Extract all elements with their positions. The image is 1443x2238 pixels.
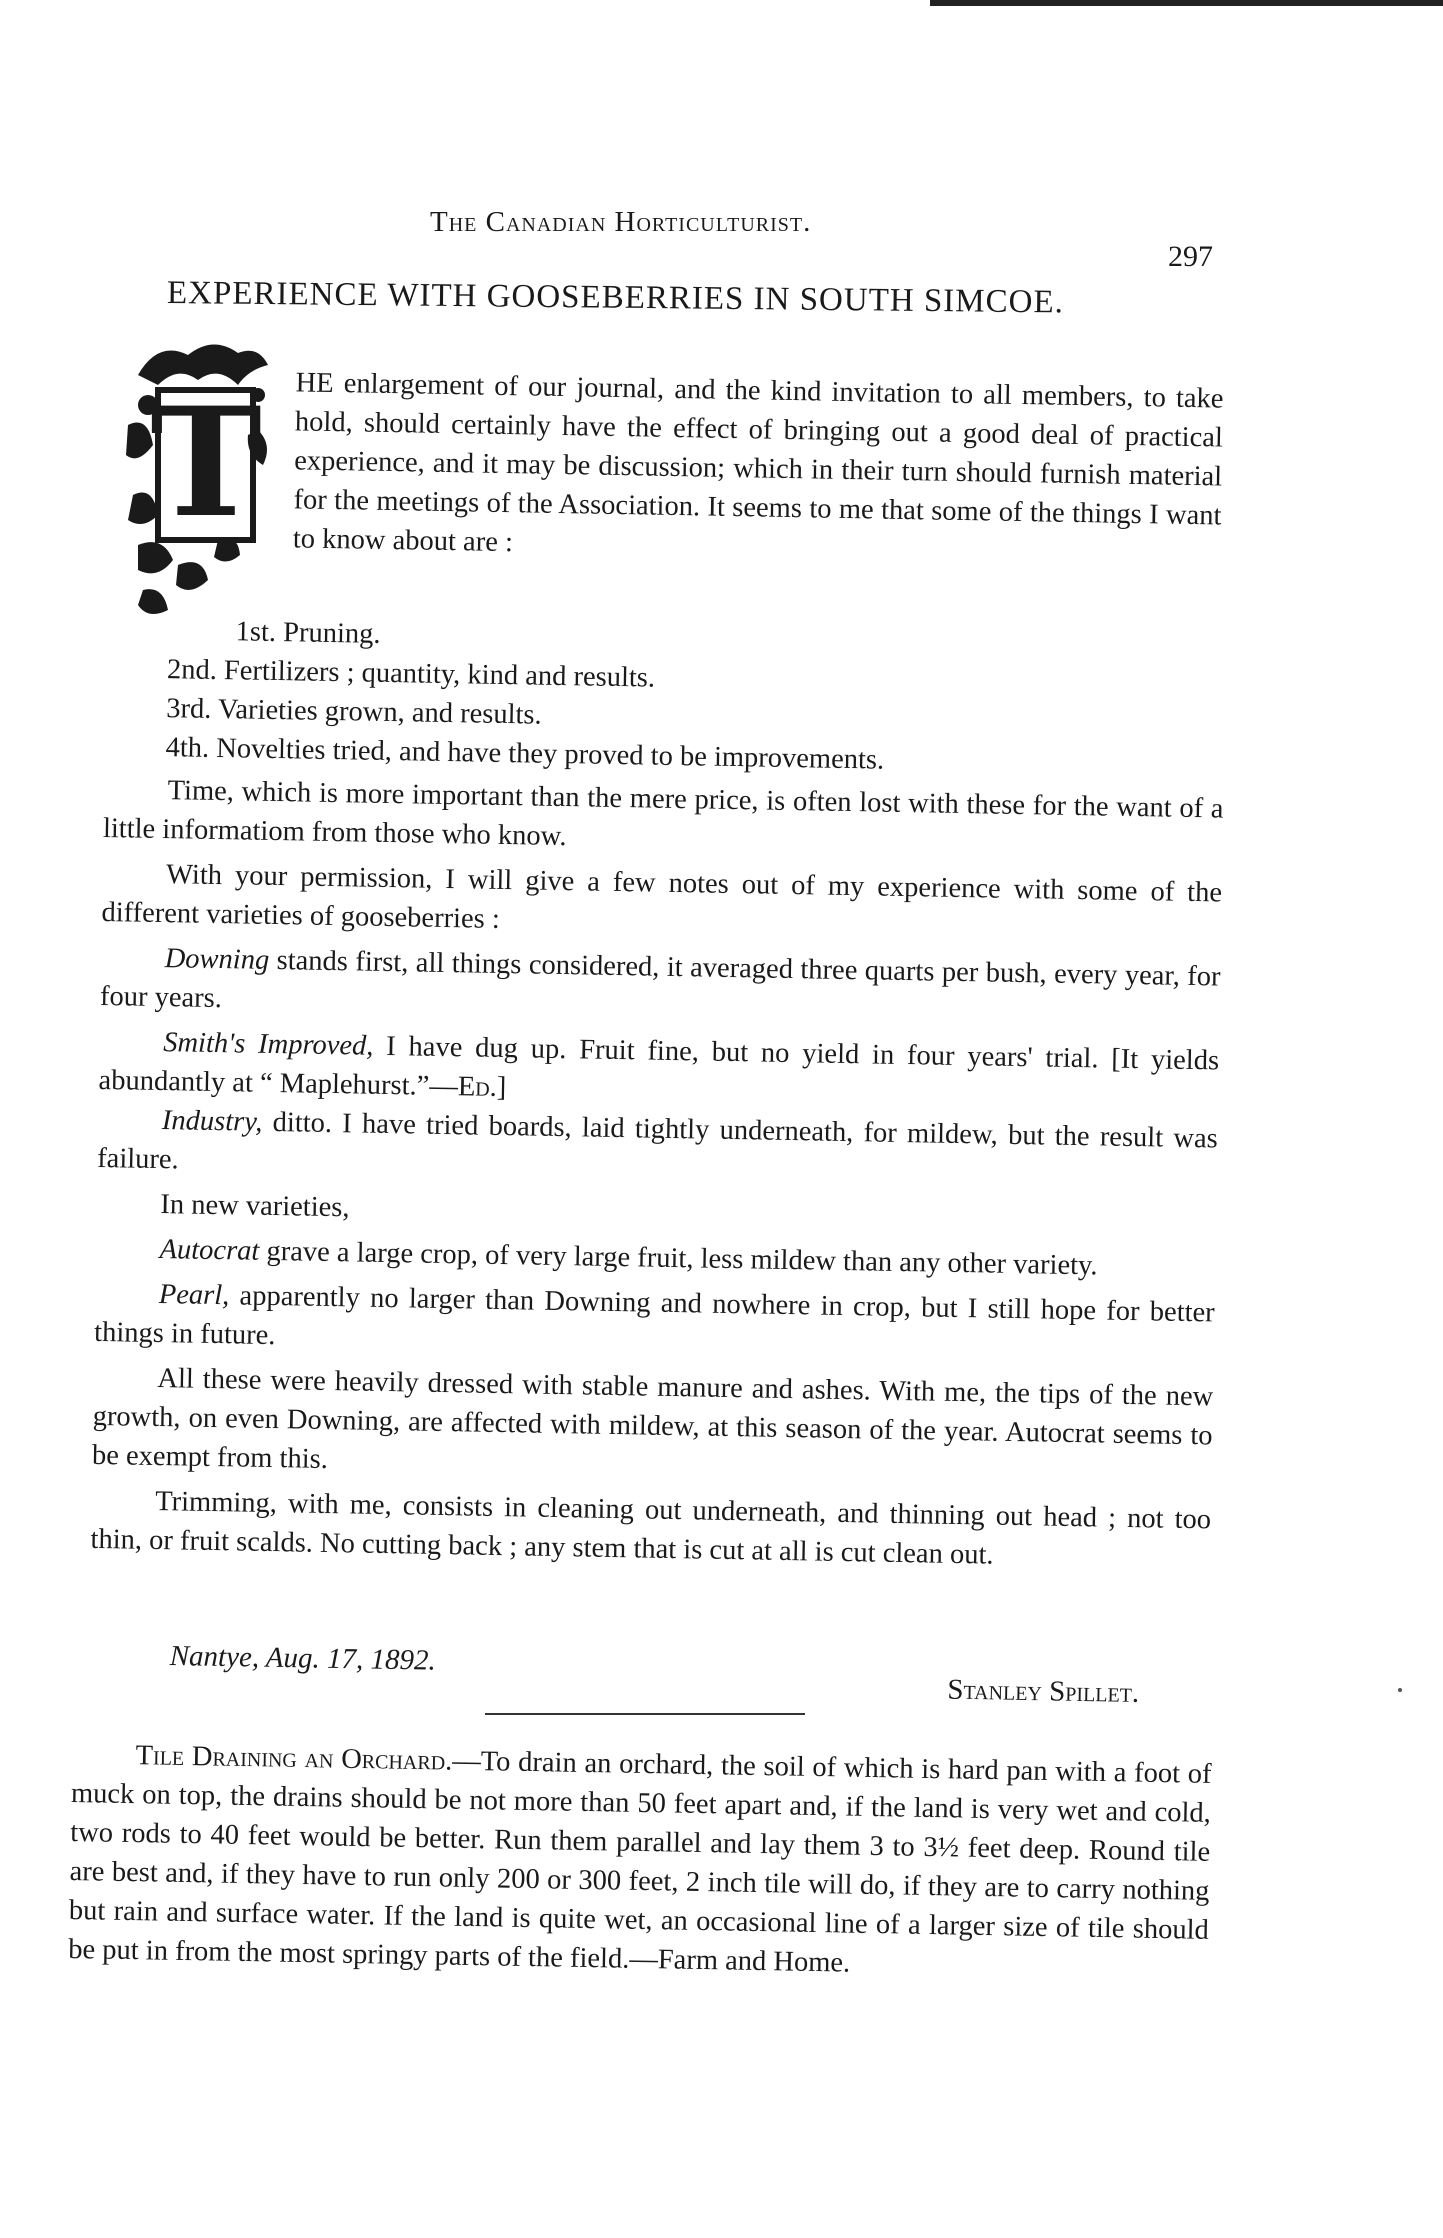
list-item: 2nd. Fertilizers ; quantity, kind and results.: [166, 654, 656, 694]
variety-name: Pearl,: [158, 1279, 230, 1312]
article-body: [90, 770, 1224, 1578]
variety-name: Industry,: [161, 1105, 263, 1138]
intro-paragraph: HE enlargement of our journal, and the kind invitation to all members, to take hold, should certainly have the effect of bringing out a good deal of practical experience, and it may be discussion; which in their turn should furnish material for the meetings of the Association. It seems to me that some of the things I want to know about are :: [292, 367, 1224, 559]
paragraph-industry: Industry, ditto. I have tried boards, laid tightly underneath, for mildew, but the result was failure.: [96, 1105, 1219, 1176]
tile-draining-section: [68, 1735, 1212, 1989]
running-head: The Canadian Horticulturist.: [430, 206, 812, 238]
variety-name: Autocrat: [159, 1234, 260, 1267]
tile-draining-paragraph: Tile Draining an Orchard.—To drain an orchard, the soil of which is hard pan with a foot of muck on top, the drains should be not more than 50 feet apart and, if the land is very wet and cold, two rods to 40 feet would be better. Run them parallel and lay them 3 to 3½ feet deep. Round tile are best and, if they have to run only 200 or 300 feet, 2 inch tile will do, if they are to carry nothing but rain and surface water. If the land is quite wet, an occasional line of a larger size of tile should be put in from the most springy parts of the field.—Farm and Home.: [67, 1740, 1212, 1979]
article-signoff: [169, 1640, 1199, 1709]
place-date: Nantye, Aug. 17, 1892.: [169, 1640, 437, 1677]
article-intro-block: [101, 360, 1224, 575]
editor-note: Ed.: [457, 1071, 498, 1103]
paragraph-time: Time, which is more important than the mere price, is often lost with these for the want of a little informatiom from those who know.: [102, 775, 1224, 853]
page-number: 297: [1168, 240, 1213, 273]
paragraph-smiths-improved: Smith's Improved, I have dug up. Fruit fine, but no yield in four years' trial. [It yields abundantly at “ Maplehurst.”—Ed.]: [98, 1027, 1220, 1104]
list-item: 1st. Pruning.: [235, 616, 381, 650]
paragraph-manure: All these were heavily dressed with stable manure and ashes. With me, the tips of the new growth, on even Downing, are affected with mildew, at this season of the year. Autocrat seems to be exempt from this.: [91, 1363, 1214, 1476]
list-item: 4th. Novelties tried, and have they proved to be improvements.: [165, 732, 885, 776]
author-name: Stanley Spillet.: [947, 1673, 1140, 1709]
list-item: 3rd. Varieties grown, and results.: [166, 693, 542, 731]
variety-name: Smith's Improved,: [162, 1027, 374, 1062]
paragraph-downing: Downing stands first, all things considered, it averaged three quarts per bush, every year, for four years.: [99, 943, 1221, 1015]
paragraph-pearl: Pearl, apparently no larger than Downing and nowhere in crop, but I still hope for better things in future.: [93, 1279, 1215, 1352]
paragraph-permission: With your permission, I will give a few notes out of my experience with some of the different varieties of gooseberries :: [101, 859, 1223, 935]
svg-text:T: T: [150, 375, 262, 551]
section-divider: [485, 1713, 805, 1715]
article-title: EXPERIENCE WITH GOOSEBERRIES IN SOUTH SIMCOE.: [166, 275, 1065, 321]
speck: [1398, 1688, 1402, 1692]
variety-name: Downing: [164, 943, 270, 976]
paragraph-new-varieties: In new varieties,: [160, 1189, 350, 1224]
paragraph-autocrat: Autocrat grave a large crop, of very large fruit, less mildew than any other variety.: [159, 1234, 1098, 1282]
tile-draining-heading: Tile Draining an Orchard.: [135, 1740, 453, 1777]
questions-list: [101, 610, 1224, 786]
top-border-line: [930, 0, 1443, 6]
paragraph-trimming: Trimming, with me, consists in cleaning out underneath, and thinning out head ; not too thin, or fruit scalds. No cutting back ; any stem that is cut at all is cut clean out.: [90, 1486, 1212, 1571]
